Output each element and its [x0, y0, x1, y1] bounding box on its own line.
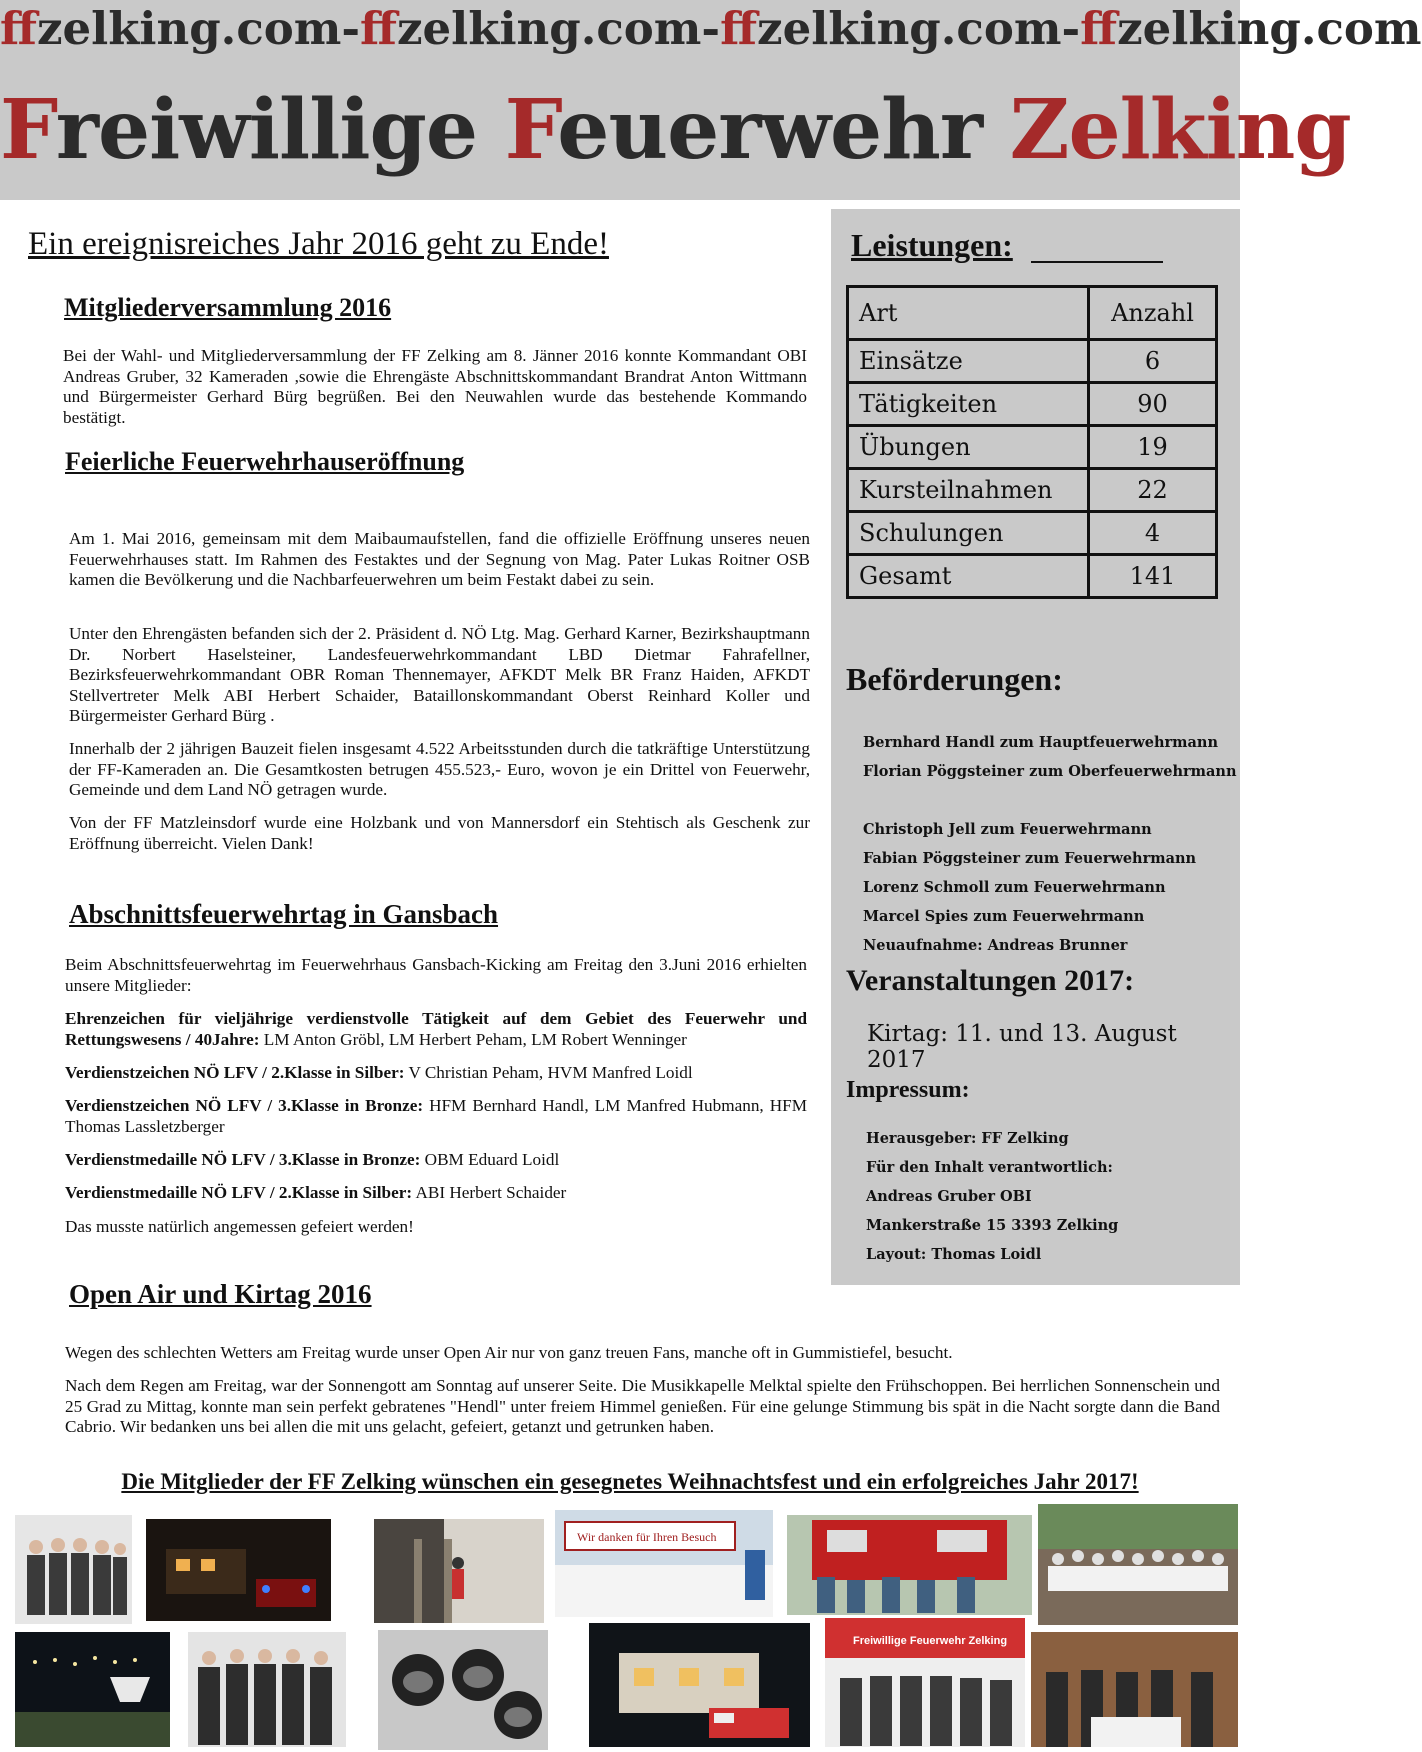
- site-seg-dark: zelking.com-: [396, 2, 721, 55]
- award-item: [65, 1009, 807, 1050]
- award-names: LM Anton Gröbl, LM Herbert Peham, LM Robert Wenninger: [259, 1029, 687, 1049]
- site-seg-red: ff: [360, 2, 397, 55]
- divider: [1031, 261, 1163, 263]
- para-eroeffnung-4: Von der FF Matzleinsdorf wurde eine Holzbank und von Mannersdorf ein Stehtisch als Geschenk zur Eröffnung überreicht. Vielen Dank!: [69, 813, 810, 853]
- table-row: [848, 555, 1217, 598]
- table-cell-anzahl: 141: [1089, 555, 1217, 598]
- site-seg-dark: zelking.com: [1117, 2, 1422, 55]
- table-cell-art: Tätigkeiten: [848, 383, 1089, 426]
- event-kirtag: Kirtag: 11. und 13. August 2017: [867, 1021, 1177, 1073]
- table-cell-anzahl: 19: [1089, 426, 1217, 469]
- list-item: Für den Inhalt verantwortlich:: [866, 1159, 1113, 1176]
- award-title: Verdienstmedaille NÖ LFV / 3.Klasse in Bronze:: [65, 1150, 421, 1169]
- list-item: Neuaufnahme: Andreas Brunner: [863, 937, 1128, 954]
- photo-truck-awards: [825, 1618, 1025, 1747]
- table-header-row: [848, 287, 1217, 340]
- site-seg-dark: zelking.com-: [36, 2, 361, 55]
- table-header-art: Art: [848, 287, 1089, 340]
- list-item: Andreas Gruber OBI: [866, 1188, 1032, 1205]
- list-item: Herausgeber: FF Zelking: [866, 1130, 1069, 1147]
- award-title: Verdienstmedaille NÖ LFV / 2.Klasse in Silber:: [65, 1183, 413, 1202]
- table-row: [848, 340, 1217, 383]
- article-subtitle: Ein ereignisreiches Jahr 2016 geht zu Ende!: [28, 226, 609, 262]
- list-item: Florian Pöggsteiner zum Oberfeuerwehrmann: [863, 763, 1237, 780]
- heading-eroeffnung: Feierliche Feuerwehrhauseröffnung: [65, 447, 465, 476]
- table-row: [848, 383, 1217, 426]
- heading-mitgliederversammlung: Mitgliederversammlung 2016: [64, 293, 392, 322]
- title-word-red: Zelking: [1009, 82, 1351, 178]
- para-open-air-1: Wegen des schlechten Wetters am Freitag wurde unser Open Air nur von ganz treuen Fans, manche oft in Gummistiefel, besucht.: [65, 1343, 953, 1362]
- heading-veranstaltungen: Veranstaltungen 2017:: [846, 964, 1135, 997]
- award-names: ABI Herbert Schaider: [412, 1183, 567, 1202]
- table-cell-anzahl: 4: [1089, 512, 1217, 555]
- table-cell-art: Gesamt: [848, 555, 1089, 598]
- list-item: Christoph Jell zum Feuerwehrmann: [863, 821, 1152, 838]
- heading-abschnittsfeuerwehrtag: Abschnittsfeuerwehrtag in Gansbach: [69, 899, 499, 929]
- sidebar: [831, 209, 1240, 1285]
- para-eroeffnung-3: Innerhalb der 2 jährigen Bauzeit fielen insgesamt 4.522 Arbeitsstunden durch die tatkräftige Unterstützung der FF-Kameraden an. Die Gesamtkosten betrugen 455.523,- Euro, wovon je ein Drittel von Feuerwehr, Gemeinde und dem Land NÖ getragen wurde.: [69, 739, 810, 799]
- table-cell-art: Einsätze: [848, 340, 1089, 383]
- banner-text: Wir danken für Ihren Besuch: [577, 1530, 717, 1544]
- list-item: Mankerstraße 15 3393 Zelking: [866, 1217, 1119, 1234]
- site-seg-red: ff: [1080, 2, 1118, 55]
- table-cell-art: Kursteilnahmen: [848, 469, 1089, 512]
- award-item: [65, 1183, 807, 1204]
- table-cell-art: Übungen: [848, 426, 1089, 469]
- heading-leistungen: Leistungen:: [851, 227, 1013, 263]
- title-cap: F: [504, 82, 558, 178]
- table-cell-art: Schulungen: [848, 512, 1089, 555]
- award-names: OBM Eduard Loidl: [420, 1150, 560, 1169]
- table-row: [848, 512, 1217, 555]
- photo-kitchen-crew: [1031, 1632, 1238, 1747]
- page-title: [0, 82, 1351, 178]
- award-item: [65, 1150, 807, 1171]
- header-band: [0, 0, 1422, 200]
- list-item: Lorenz Schmoll zum Feuerwehrmann: [863, 879, 1166, 896]
- para-eroeffnung-2: Unter den Ehrengästen befanden sich der 2. Präsident d. NÖ Ltg. Mag. Gerhard Karner, Bezirkshauptmann Dr. Norbert Haselsteiner, Landesfeuerwehrkommandant LBD Dietmar Fahrafellner, Bezirksfeuerwehrkommandant OBR Roman Thennemayer, AFKDT Melk BR Franz Haiden, AFKDT Stellvertreter Melk ABI Herbert Schaider, Bataillonskommandant Oberst Reinhard Koller und Bürgermeister Gerhard Bürg .: [69, 624, 810, 725]
- photo-fire-truck-crowd: [787, 1515, 1032, 1615]
- site-seg-red: ff: [720, 2, 758, 55]
- table-row: [848, 469, 1217, 512]
- photo-crowd-group: [1038, 1504, 1238, 1625]
- photo-breathing-masks: [378, 1630, 548, 1750]
- table-cell-anzahl: 90: [1089, 383, 1217, 426]
- title-cap: F: [0, 82, 56, 178]
- photo-members-group: [15, 1515, 132, 1624]
- impressum-list: [866, 1124, 1118, 1269]
- award-names: HFM Bernhard Handl, LM Manfred Hubmann, HFM Thomas Lassletzberger: [65, 1096, 808, 1136]
- photo-ladder-climb: [374, 1519, 544, 1623]
- photo-awardees: [188, 1632, 346, 1747]
- award-title: Ehrenzeichen für vieljährige verdienstvolle Tätigkeit auf dem Gebiet des Feuerwehr und Rettungswesens / 40Jahre:: [65, 1009, 807, 1049]
- site-seg-red: ff: [0, 2, 37, 55]
- para-abschnitt-intro: Beim Abschnittsfeuerwehrtag im Feuerwehrhaus Gansbach-Kicking am Freitag den 3.Juni 2016 erhielten unsere Mitglieder:: [65, 955, 807, 995]
- table-cell-anzahl: 22: [1089, 469, 1217, 512]
- heading-open-air: Open Air und Kirtag 2016: [69, 1279, 372, 1309]
- table-header-anzahl: Anzahl: [1089, 287, 1217, 340]
- para-abschnitt-outro: Das musste natürlich angemessen gefeiert werden!: [65, 1217, 414, 1236]
- list-item: Layout: Thomas Loidl: [866, 1246, 1042, 1263]
- table-cell-anzahl: 6: [1089, 340, 1217, 383]
- promotion-list-b: [863, 815, 1196, 960]
- award-item: [65, 1096, 807, 1137]
- truck-sign-text: Freiwillige Feuerwehr Zelking: [853, 1635, 1008, 1647]
- para-mitgliederversammlung: Bei der Wahl- und Mitgliederversammlung der FF Zelking am 8. Jänner 2016 konnte Kommandant OBI Andreas Gruber, 32 Kameraden ,sowie die Ehrengäste Abschnittskommandant Brandrat Anton Wittmann und Bürgermeister Gerhard Bürg begrüßen. Bei den Neuwahlen wurde das bestehende Kommando bestätigt.: [63, 346, 807, 427]
- performance-table: [846, 285, 1218, 599]
- award-names: V Christian Peham, HVM Manfred Loidl: [404, 1063, 693, 1082]
- promotion-list-a: [863, 728, 1237, 786]
- list-item: Fabian Pöggsteiner zum Feuerwehrmann: [863, 850, 1197, 867]
- site-seg-dark: zelking.com-: [757, 2, 1081, 55]
- award-title: Verdienstzeichen NÖ LFV / 3.Klasse in Bronze:: [65, 1096, 424, 1115]
- award-title: Verdienstzeichen NÖ LFV / 2.Klasse in Silber:: [65, 1063, 405, 1082]
- photo-night-firehouse: [146, 1519, 331, 1621]
- heading-befoerderungen: Beförderungen:: [846, 661, 1063, 697]
- para-eroeffnung-1: Am 1. Mai 2016, gemeinsam mit dem Maibaumaufstellen, fand die offizielle Eröffnung unseres neuen Feuerwehrhauses statt. Im Rahmen des Festaktes und der Segnung von Mag. Pater Lukas Roitner OSB kamen die Bevölkerung und die Nachbarfeuerwehren um beim Festakt dabei zu sein.: [69, 529, 810, 589]
- award-item: [65, 1063, 807, 1084]
- site-url-line: [0, 2, 1422, 55]
- table-row: [848, 426, 1217, 469]
- list-item: Bernhard Handl zum Hauptfeuerwehrmann: [863, 734, 1218, 751]
- christmas-greeting: Die Mitglieder der FF Zelking wünschen ein gesegnetes Weihnachtsfest und ein erfolgreiches Jahr 2017!: [121, 1469, 1139, 1494]
- para-open-air-2: Nach dem Regen am Freitag, war der Sonnengott am Sonntag auf unserer Seite. Die Musikkapelle Melktal spielte den Frühschoppen. Bei herrlichen Sonnenschein und 25 Grad zu Mittag, konnte man sein perfekt gebratenes "Hendl" unter freiem Himmel genießen. Für eine gelunge Stimmung bis spät in die Nacht sorgte dann die Band Cabrio. Wir bedanken uns bei allen die mit uns gelacht, gefeiert, getanzt und getrunken haben.: [65, 1376, 1220, 1436]
- photo-firehouse-night: [589, 1623, 810, 1747]
- photo-thank-you-banner: [555, 1510, 773, 1617]
- list-item: Marcel Spies zum Feuerwehrmann: [863, 908, 1145, 925]
- photo-night-festival: [15, 1632, 170, 1747]
- heading-impressum: Impressum:: [846, 1077, 970, 1103]
- title-word: euerwehr: [557, 82, 1010, 178]
- title-word: reiwillige: [55, 82, 505, 178]
